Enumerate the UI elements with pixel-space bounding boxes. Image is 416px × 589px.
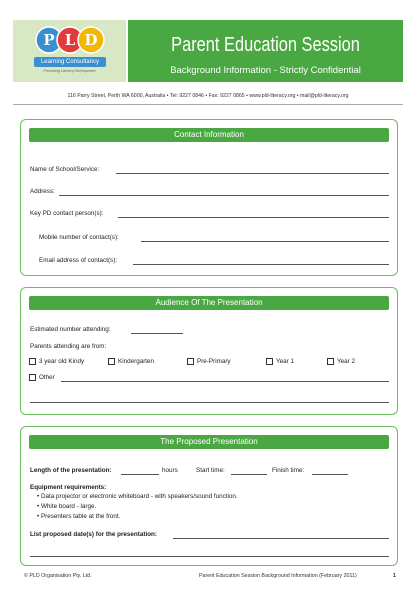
logo	[13, 20, 126, 82]
address-field[interactable]	[59, 195, 389, 196]
key-pd-field[interactable]	[118, 217, 389, 218]
estimated-label: Estimated number attending:	[30, 326, 111, 333]
page-header	[0, 0, 416, 88]
dates-field[interactable]	[173, 538, 389, 539]
title-banner	[128, 20, 403, 82]
other-checkbox[interactable]	[29, 374, 36, 381]
email-label: Email address of contact(s):	[39, 257, 118, 264]
hours-label: hours	[162, 467, 178, 474]
start-field[interactable]	[231, 474, 267, 475]
audience-heading: Audience Of The Presentation	[29, 296, 389, 310]
pre-primary-checkbox[interactable]	[187, 358, 194, 365]
page-title: Parent Education Session	[171, 34, 360, 56]
contact-details: 116 Parry Street, Perth WA 6000, Australia • Tel: 9227 0846 • Fax: 9227 0865 • www.pld-literacy.org • mail@pld-literacy.org	[67, 93, 349, 99]
school-label: Name of School/Service:	[30, 166, 100, 173]
contact-section	[20, 119, 398, 276]
kindy3-label: 3 year old Kindy	[39, 358, 85, 365]
finish-label: Finish time:	[272, 467, 305, 474]
year2-label: Year 2	[337, 358, 355, 365]
kindergarten-label: Kindergarten	[118, 358, 155, 365]
start-label: Start time:	[196, 467, 225, 474]
key-pd-label: Key PD contact person(s):	[30, 210, 104, 217]
audience-section	[20, 287, 398, 415]
equipment-item: • White board - large.	[37, 503, 97, 510]
mobile-label: Mobile number of contact(s):	[39, 234, 119, 241]
year1-label: Year 1	[276, 358, 294, 365]
dates-field-extra[interactable]	[30, 556, 389, 557]
presentation-section	[20, 426, 398, 566]
length-label: Length of the presentation:	[30, 467, 112, 474]
dates-label: List proposed date(s) for the presentation:	[30, 531, 157, 538]
kindy3-checkbox[interactable]	[29, 358, 36, 365]
year2-checkbox[interactable]	[327, 358, 334, 365]
school-field[interactable]	[116, 173, 389, 174]
presentation-heading: The Proposed Presentation	[29, 435, 389, 449]
finish-field[interactable]	[312, 474, 348, 475]
other-field[interactable]	[61, 381, 389, 382]
other-label: Other	[39, 374, 55, 381]
year1-checkbox[interactable]	[266, 358, 273, 365]
svg-text:P: P	[43, 31, 55, 49]
equipment-label: Equipment requirements:	[30, 484, 107, 491]
length-field[interactable]	[121, 474, 159, 475]
pre-primary-label: Pre-Primary	[197, 358, 231, 365]
address-label: Address:	[30, 188, 55, 195]
other-field-extra[interactable]	[30, 402, 389, 403]
footer-page-number: 1	[393, 573, 396, 579]
svg-text:D: D	[84, 31, 98, 49]
equipment-item: • Presenters table at the front.	[37, 513, 121, 520]
contact-heading: Contact Information	[29, 128, 389, 142]
footer-copyright: © PLD Organisation Pty. Ltd.	[24, 573, 92, 579]
pld-logo-icon	[35, 26, 105, 54]
equipment-item: • Data projector or electronic whiteboard - with speakers/sound function.	[37, 493, 238, 500]
kindergarten-checkbox[interactable]	[108, 358, 115, 365]
svg-text:L: L	[64, 31, 76, 49]
parents-label: Parents attending are from:	[30, 343, 107, 350]
logo-motto: Promoting Literacy Development	[43, 69, 96, 73]
email-field[interactable]	[133, 264, 389, 265]
estimated-field[interactable]	[131, 333, 183, 334]
page-subtitle: Background Information - Strictly Confidential	[170, 65, 361, 76]
header-divider	[13, 104, 403, 105]
mobile-field[interactable]	[141, 241, 389, 242]
footer-doc-title: Parent Education Session Background Information (February 2011)	[199, 573, 357, 579]
logo-tagline: Learning Consultancy	[34, 57, 106, 67]
